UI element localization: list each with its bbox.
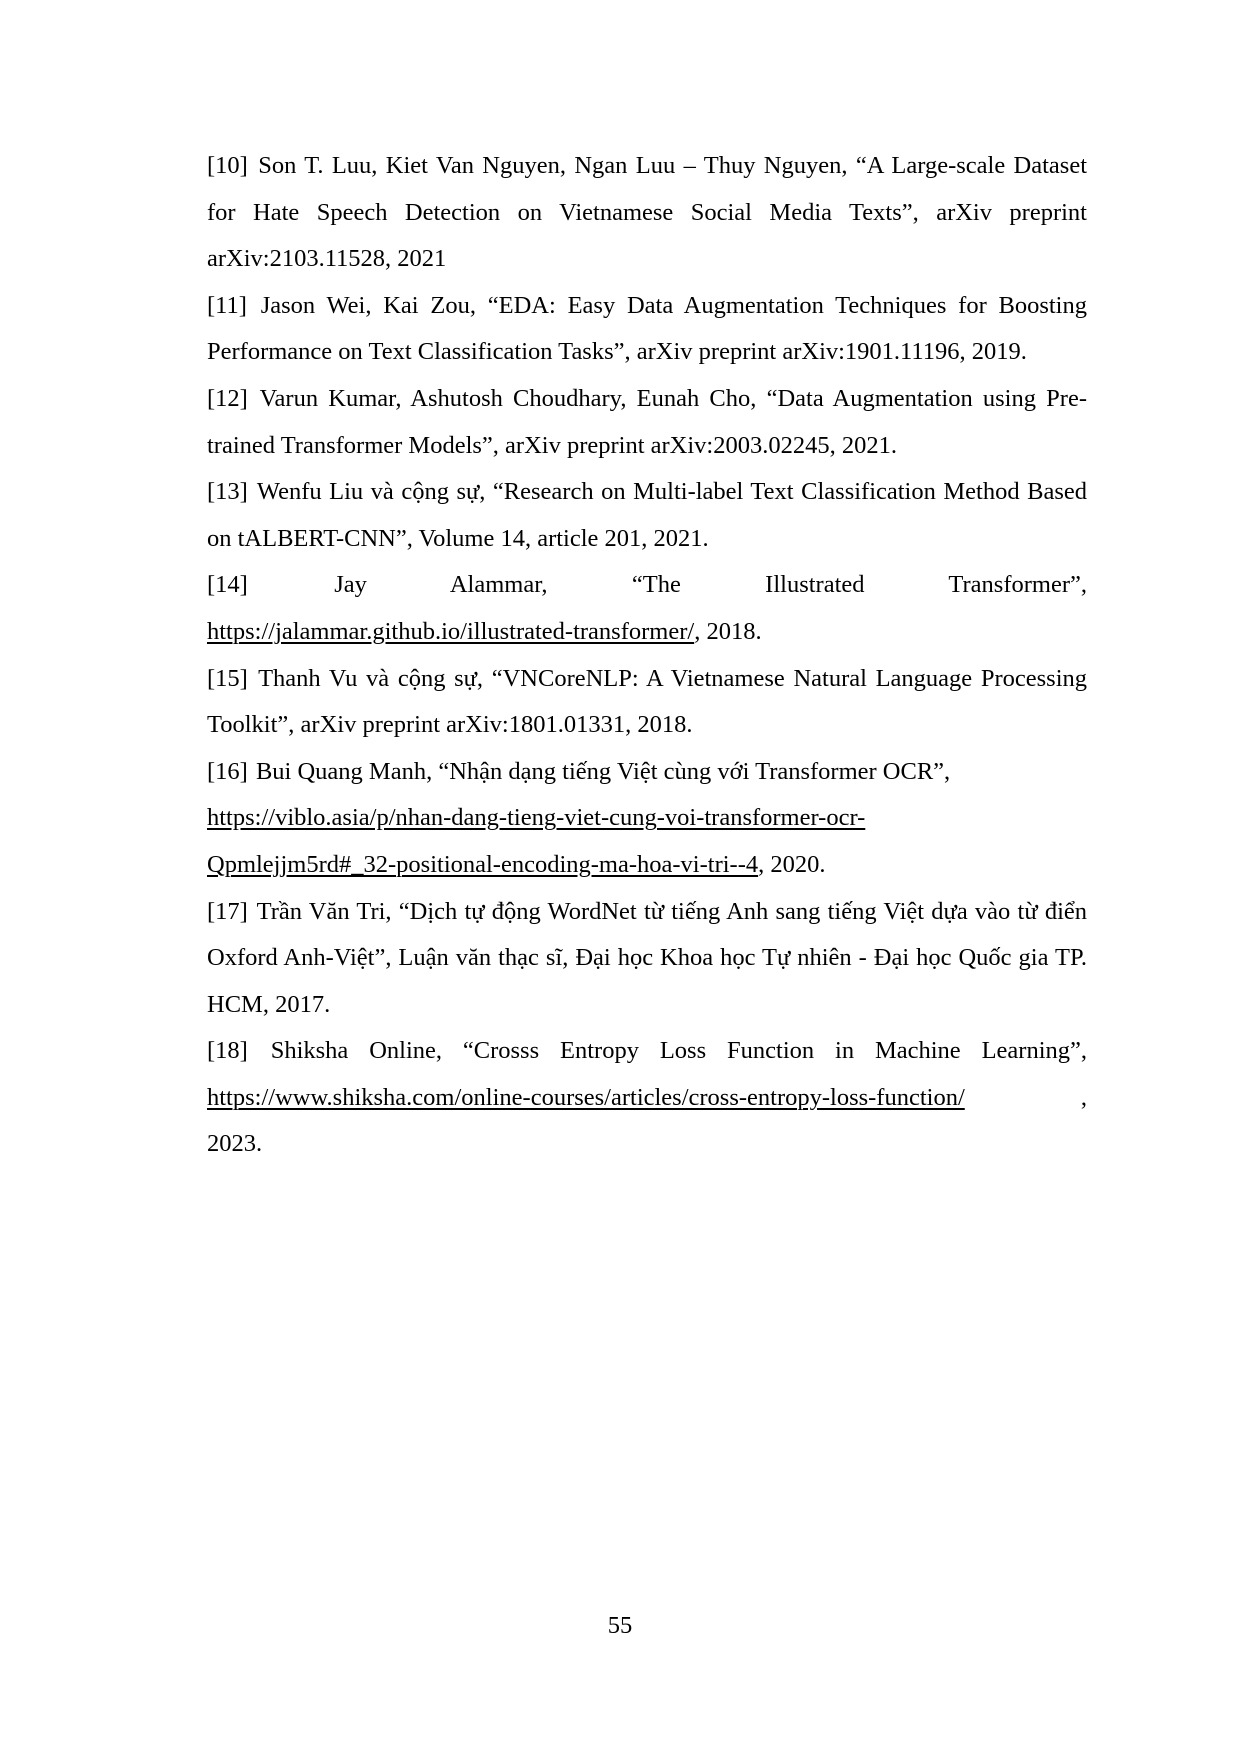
reference-line xyxy=(207,1121,1087,1168)
reference-number: [10] xyxy=(207,152,248,179)
reference-number: [13] xyxy=(207,478,248,506)
reference-number: [16] xyxy=(207,757,248,785)
reference-line xyxy=(207,749,1087,796)
reference-15 xyxy=(207,656,1087,749)
reference-text: Wenfu Liu và cộng sự, “Research on Multi-label Text Classification Method Based on tALBERT-CNN”, Volume 14, article 201, 2021. xyxy=(207,478,1087,552)
reference-18 xyxy=(207,1028,1087,1168)
reference-text: Jay Alammar, “The Illustrated Transformer”, xyxy=(334,571,1087,599)
page-number: 55 xyxy=(607,1612,633,1639)
reference-text-after: , 2020. xyxy=(758,850,826,878)
reference-text: Son T. Luu, Kiet Van Nguyen, Ngan Luu – Thuy Nguyen, “A Large-scale Dataset for Hate Speech Detection on Vietnamese Social Media Texts”, arXiv preprint arXiv:2103.11528, 2021 xyxy=(207,152,1088,273)
reference-text: Jason Wei, Kai Zou, “EDA: Easy Data Augmentation Techniques for Boosting Performance on Text Classification Tasks”, arXiv preprint arXiv:1901.11196, 2019. xyxy=(207,291,1087,366)
reference-14 xyxy=(207,562,1087,655)
reference-text-after: 2023. xyxy=(207,1130,263,1158)
reference-line xyxy=(207,842,1087,889)
reference-line xyxy=(207,1028,1087,1075)
reference-line xyxy=(207,609,1087,656)
reference-text: Shiksha Online, “Crosss Entropy Loss Function in Machine Learning”, xyxy=(270,1037,1087,1065)
reference-number: [18] xyxy=(207,1037,248,1065)
reference-text: Bui Quang Manh, “Nhận dạng tiếng Việt cùng với Transformer OCR”, xyxy=(255,757,951,785)
reference-link-part-2[interactable]: Qpmlejjm5rd#_32-positional-encoding-ma-hoa-vi-tri--4 xyxy=(207,850,759,878)
reference-line xyxy=(207,562,1087,609)
reference-text: Varun Kumar, Ashutosh Choudhary, Eunah Cho, “Data Augmentation using Pre-trained Transformer Models”, arXiv preprint arXiv:2003.02245, 2021. xyxy=(207,384,1087,459)
reference-number: [12] xyxy=(207,384,248,412)
reference-number: [15] xyxy=(207,664,248,692)
reference-text-after: , 2018. xyxy=(694,617,762,645)
reference-11 xyxy=(207,283,1087,376)
reference-13 xyxy=(207,469,1087,562)
reference-link[interactable]: https://www.shiksha.com/online-courses/articles/cross-entropy-loss-function/ xyxy=(207,1083,965,1111)
reference-line xyxy=(207,795,1087,842)
reference-number: [11] xyxy=(207,291,247,319)
reference-link-part-1[interactable]: https://viblo.asia/p/nhan-dang-tieng-viet-cung-voi-transformer-ocr- xyxy=(207,804,866,832)
reference-text: Trần Văn Tri, “Dịch tự động WordNet từ tiếng Anh sang tiếng Việt dựa vào từ điển Oxford Anh-Việt”, Luận văn thạc sĩ, Đại học Khoa học Tự nhiên - Đại học Quốc gia TP. HCM, 2017. xyxy=(207,897,1087,1018)
reference-link-suffix: , xyxy=(1080,1083,1087,1111)
reference-list xyxy=(207,143,1087,1168)
reference-16 xyxy=(207,749,1087,889)
reference-line xyxy=(207,1075,1087,1122)
reference-12 xyxy=(207,376,1087,469)
reference-text: Thanh Vu và cộng sự, “VNCoreNLP: A Vietnamese Natural Language Processing Toolkit”, arXiv preprint arXiv:1801.01331, 2018. xyxy=(207,664,1087,739)
reference-link[interactable]: https://jalammar.github.io/illustrated-transformer/ xyxy=(207,617,695,645)
reference-10 xyxy=(207,143,1087,283)
reference-number: [14] xyxy=(207,571,248,599)
reference-number: [17] xyxy=(207,897,248,925)
reference-17 xyxy=(207,889,1087,1029)
